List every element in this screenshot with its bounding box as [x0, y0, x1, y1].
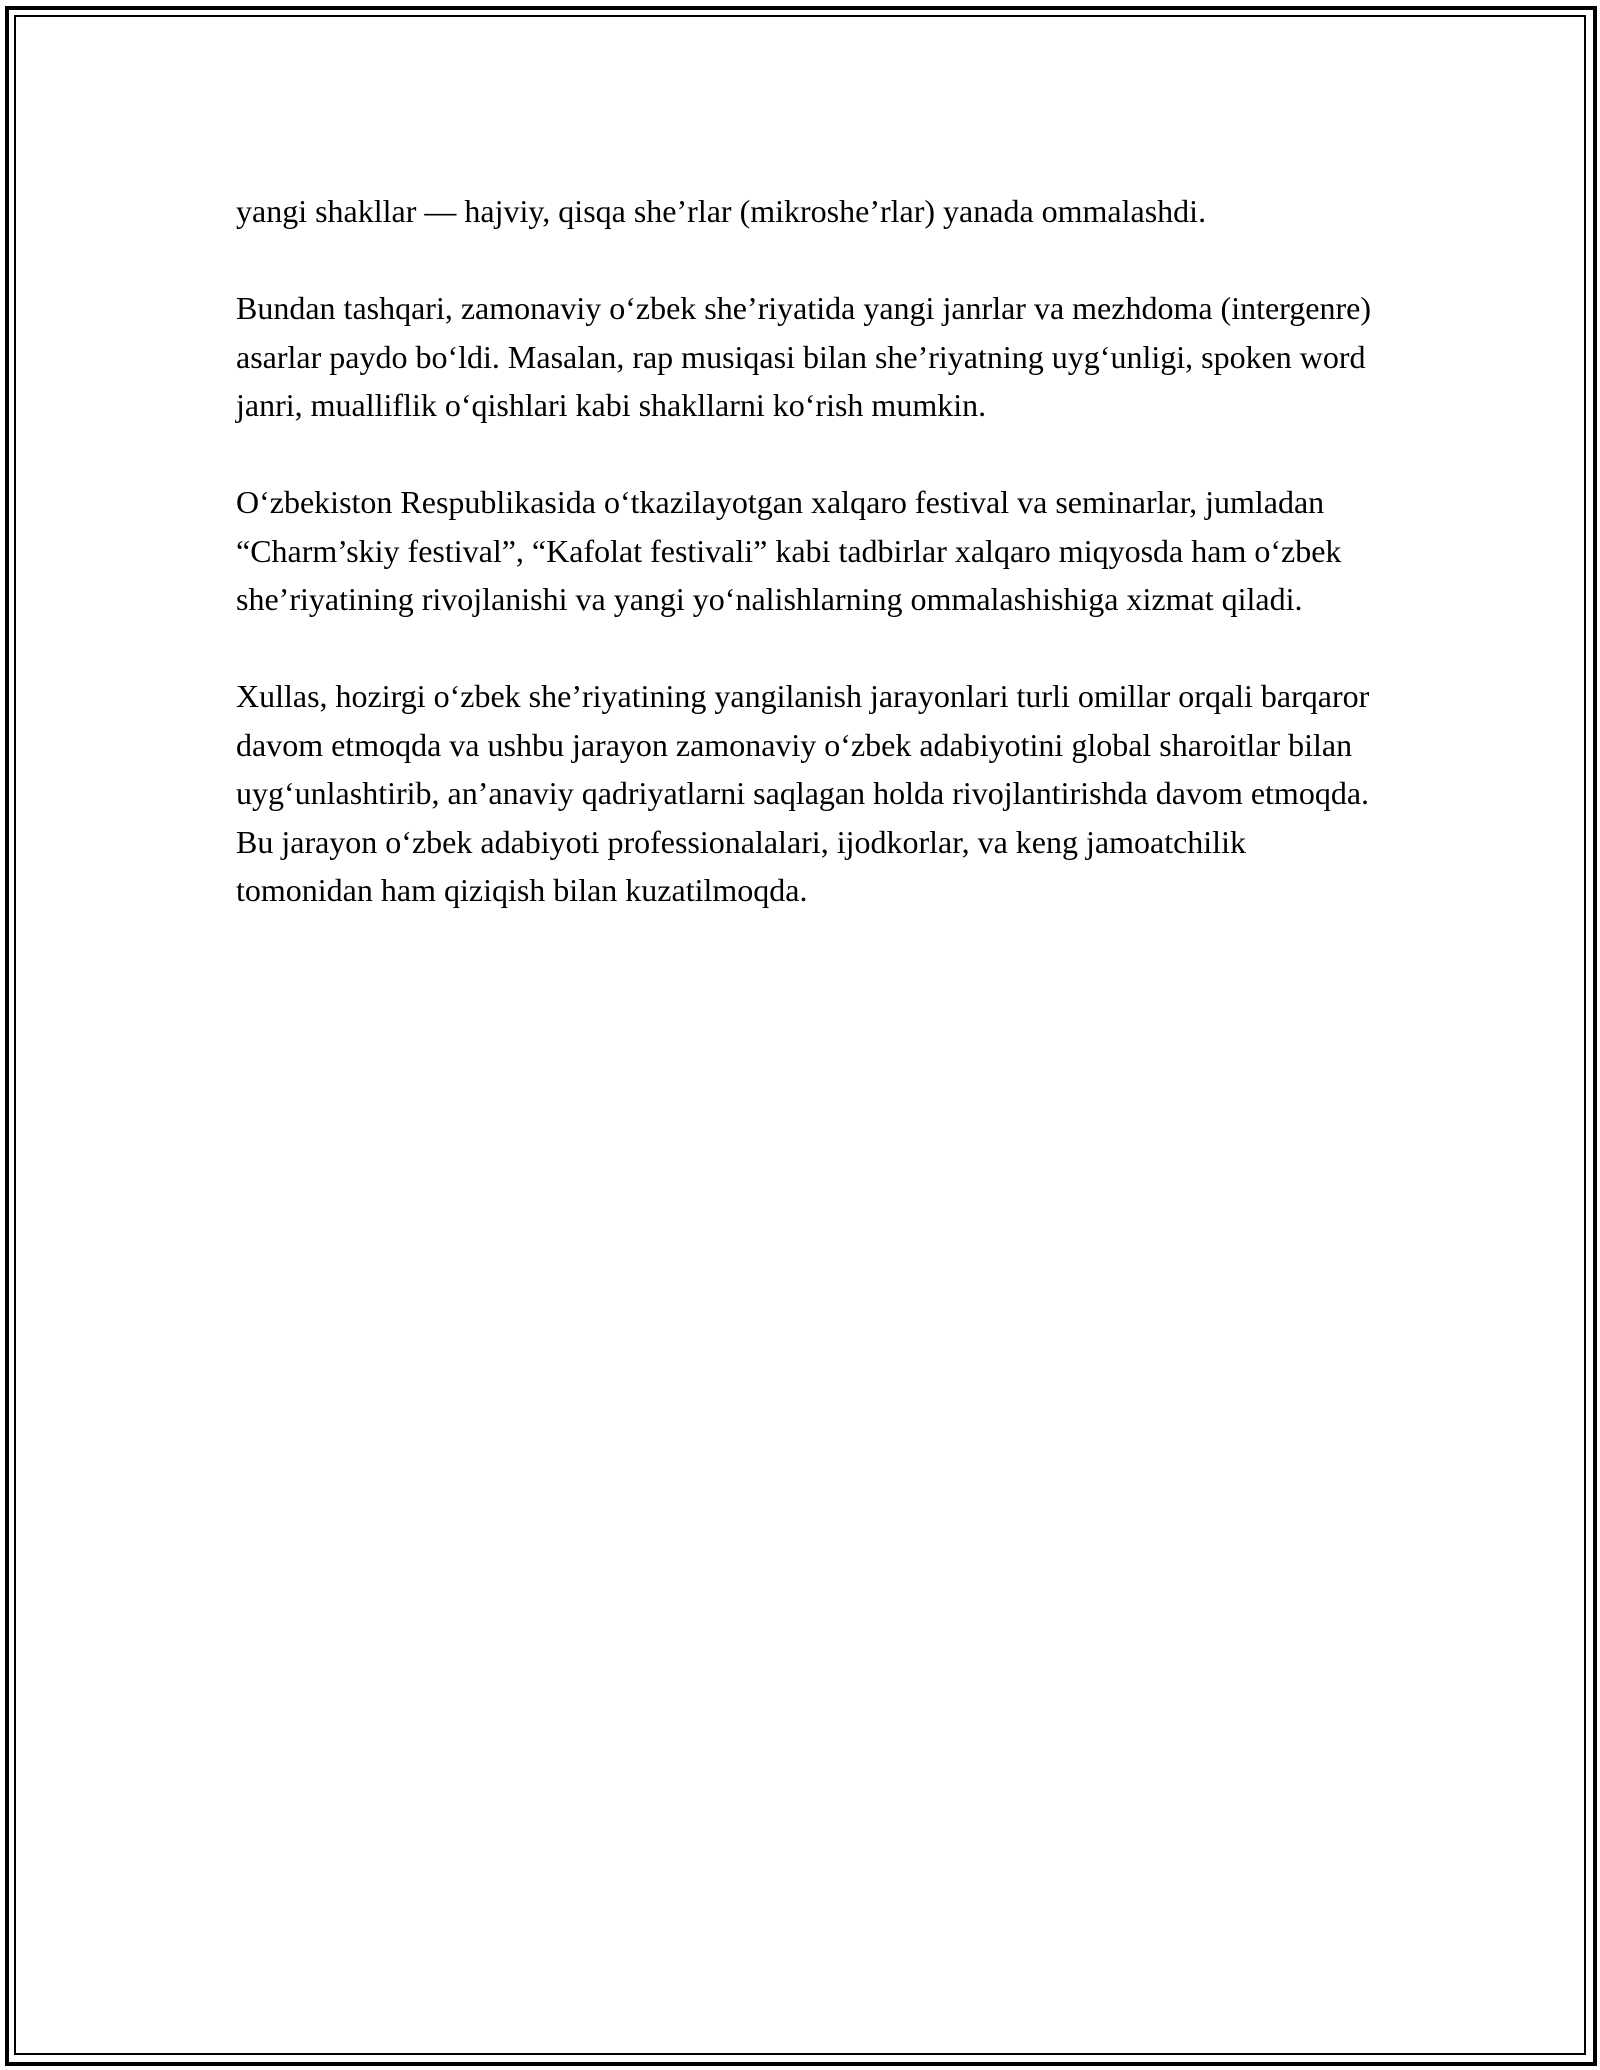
paragraph-2: Bundan tashqari, zamonaviy o‘zbek she’riyatida yangi janrlar va mezhdoma (intergenre) asarlar paydo bo‘ldi. Masalan, rap musiqasi bilan she’riyatning uyg‘unligi, spoken word janri, mualliflik o‘qishlari kabi shakllarni ko‘rish mumkin.	[236, 290, 1371, 423]
document-body	[236, 187, 1376, 963]
paragraph-3: O‘zbekiston Respublikasida o‘tkazilayotgan xalqaro festival va seminarlar, jumladan “Charm’skiy festival”, “Kafolat festivali” kabi tadbirlar xalqaro miqyosda ham o‘zbek she’riyatining rivojlanishi va yangi yo‘nalishlarning ommalashishiga xizmat qiladi.	[236, 484, 1342, 617]
paragraph-4: Xullas, hozirgi o‘zbek she’riyatining yangilanish jarayonlari turli omillar orqali barqaror davom etmoqda va ushbu jarayon zamonaviy o‘zbek adabiyotini global sharoitlar bilan uyg‘unlashtirib, an’anaviy qadriyatlarni saqlagan holda rivojlantirishda davom etmoqda. Bu jarayon o‘zbek adabiyoti professionalalari, ijodkorlar, va keng jamoatchilik tomonidan ham qiziqish bilan kuzatilmoqda.	[236, 678, 1370, 908]
paragraph-1: yangi shakllar — hajviy, qisqa she’rlar (mikroshe’rlar) yanada ommalashdi.	[236, 193, 1207, 229]
